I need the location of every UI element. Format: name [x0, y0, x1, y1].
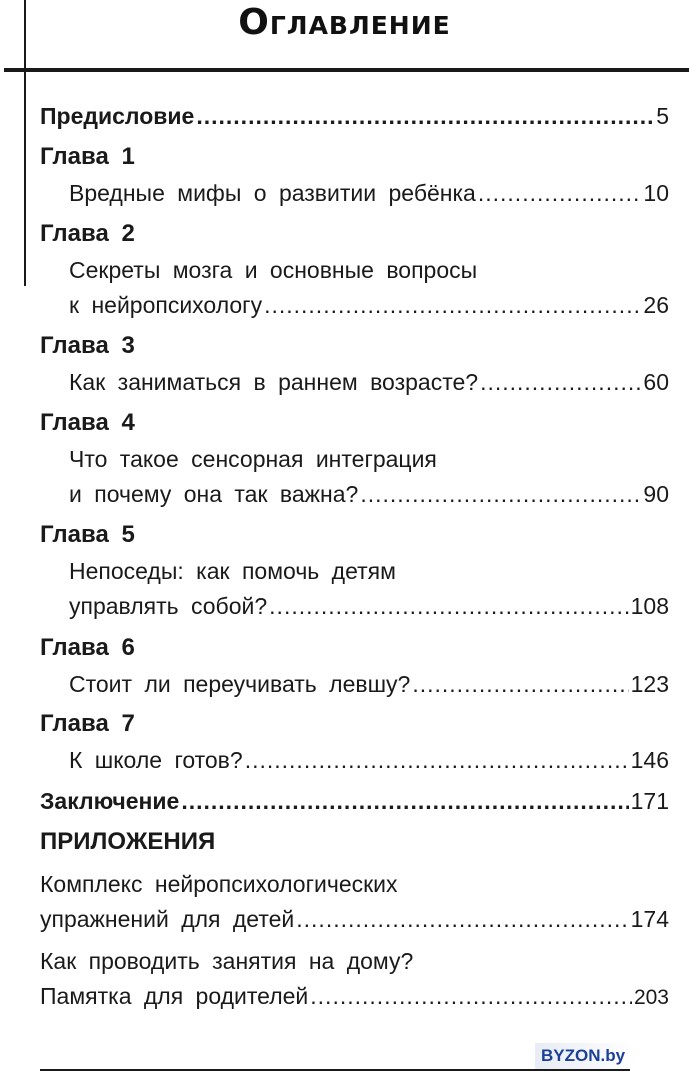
- toc-label: Непоседы: как помочь детям: [69, 558, 396, 584]
- watermark-logo: BYZON.by: [535, 1043, 637, 1069]
- toc-label: управлять собой?: [69, 593, 268, 619]
- toc-label: К школе готов?: [69, 747, 243, 773]
- toc-entry[interactable]: [40, 981, 669, 1013]
- toc-entry[interactable]: [40, 904, 669, 934]
- toc-entry-line: [69, 255, 669, 285]
- toc-entry-line: [40, 869, 669, 899]
- toc-leader-dots: [412, 669, 628, 699]
- toc-leader-dots: [196, 101, 654, 131]
- toc-page-number: 10: [643, 180, 669, 206]
- toc-page-number: 171: [630, 788, 669, 814]
- toc-label: Как проводить занятия на дому?: [40, 948, 414, 974]
- toc-leader-dots: [245, 745, 629, 775]
- page-title: Оглавление: [238, 2, 451, 43]
- toc-entry-line: [69, 556, 669, 586]
- toc-leader-dots: [480, 367, 641, 397]
- toc-page-number: 26: [643, 292, 669, 318]
- toc-entry[interactable]: [69, 479, 669, 509]
- toc-page-number: 5: [656, 103, 669, 129]
- chapter-heading: Глава 7: [40, 710, 135, 737]
- toc-entry-preface[interactable]: [40, 101, 669, 131]
- toc-entry[interactable]: [69, 178, 669, 208]
- toc-leader-dots: [296, 904, 628, 934]
- toc-label: Предисловие: [40, 103, 195, 129]
- toc-label: упражнений для детей: [40, 906, 295, 932]
- toc-label: Комплекс нейропсихологических: [40, 871, 398, 897]
- chapter-heading: Глава 1: [40, 143, 135, 170]
- toc-label: Заключение: [40, 788, 180, 814]
- toc-label: Стоит ли переучивать левшу?: [69, 671, 411, 697]
- toc-label: Как заниматься в раннем возрасте?: [69, 369, 479, 395]
- toc-page-number: 146: [630, 747, 669, 773]
- toc-entry-conclusion[interactable]: [40, 786, 669, 816]
- toc-entry[interactable]: [69, 745, 669, 775]
- chapter-heading: Глава 6: [40, 634, 135, 661]
- toc-leader-dots: [264, 290, 641, 320]
- toc-page-number: 60: [643, 369, 669, 395]
- toc-label: Что такое сенсорная интеграция: [69, 446, 437, 472]
- toc-label: Секреты мозга и основные вопросы: [69, 257, 478, 283]
- chapter-heading: Глава 4: [40, 409, 135, 436]
- toc-entry-line: [69, 444, 669, 474]
- toc-entry[interactable]: [69, 591, 669, 621]
- chapter-heading: Глава 5: [40, 521, 135, 548]
- appendix-heading: ПРИЛОЖЕНИЯ: [40, 828, 216, 855]
- toc-leader-dots: [478, 178, 642, 208]
- toc-page-number: 123: [630, 671, 669, 697]
- toc-entry-line: [40, 946, 669, 976]
- toc-page-number: 108: [630, 593, 669, 619]
- toc-label: к нейропсихологу: [69, 292, 263, 318]
- toc-entry[interactable]: [69, 290, 669, 320]
- toc-entry[interactable]: [69, 669, 669, 699]
- chapter-heading: Глава 2: [40, 220, 135, 247]
- chapter-heading: Глава 3: [40, 332, 135, 359]
- toc-entry[interactable]: [69, 367, 669, 397]
- toc-leader-dots: [181, 786, 628, 816]
- toc-page-number: 203: [633, 986, 669, 1009]
- toc-leader-dots: [360, 479, 641, 509]
- toc-label: Вредные мифы о развитии ребёнка: [69, 180, 476, 206]
- toc-page-number: 90: [643, 481, 669, 507]
- toc-leader-dots: [269, 591, 628, 621]
- toc-label: и почему она так важна?: [69, 481, 359, 507]
- toc-page-number: 174: [630, 906, 669, 932]
- toc-label: Памятка для родителей: [40, 983, 309, 1009]
- toc-leader-dots: [310, 981, 632, 1011]
- bottom-rule: [40, 1069, 630, 1071]
- title-underline-rule: [4, 68, 689, 72]
